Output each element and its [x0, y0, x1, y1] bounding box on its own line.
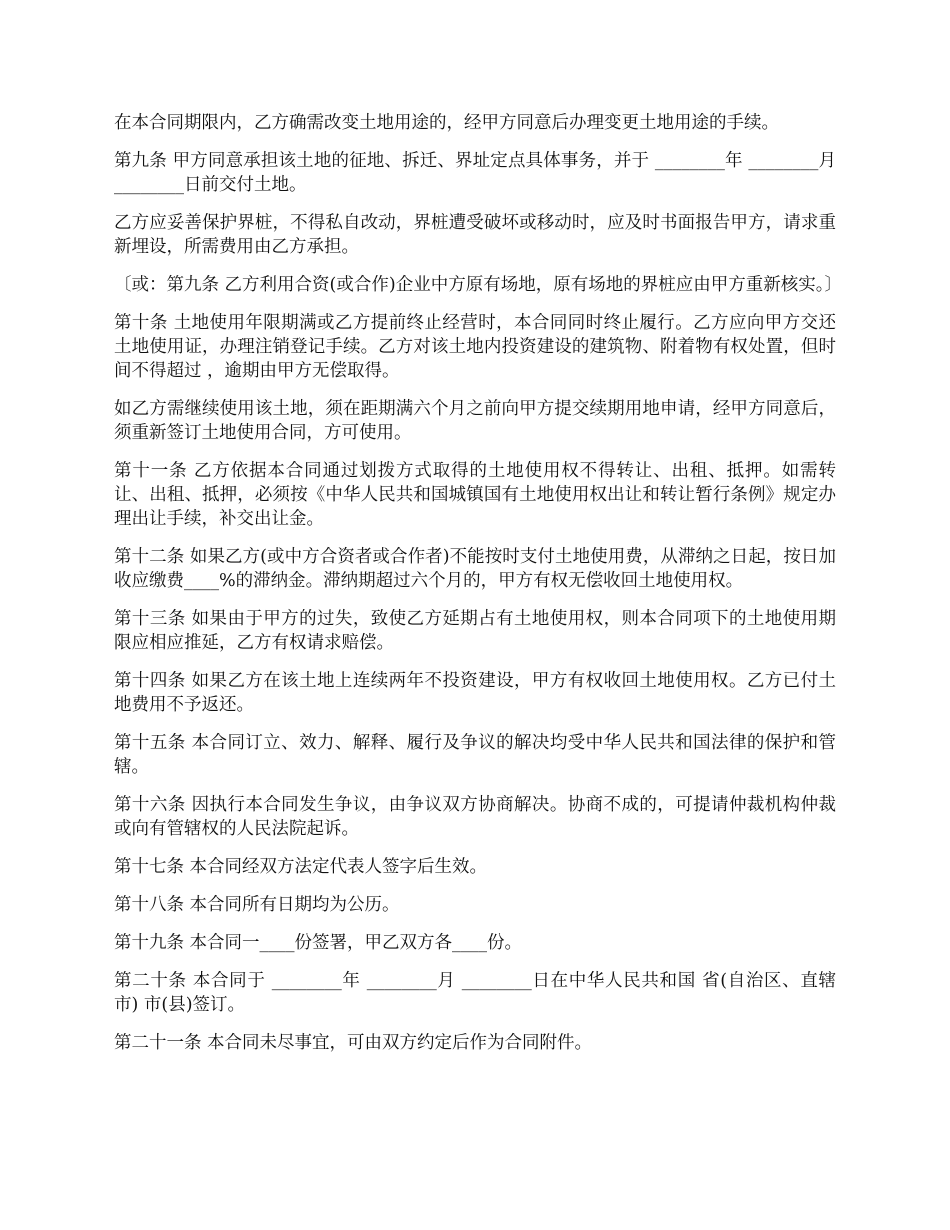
paragraph-article-18: 第十八条 本合同所有日期均为公历。	[114, 895, 400, 915]
paragraph-article-9-alternative: 〔或：第九条 乙方利用合资(或合作)企业中方原有场地，原有场地的界桩应由甲方重新核实。〕	[114, 275, 842, 295]
paragraph-boundary-markers: 乙方应妥善保护界桩，不得私自改动，界桩遭受破坏或移动时，应及时书面报告甲方，请求重新埋设，所需费用由乙方承担。	[114, 213, 836, 257]
paragraph-article-10: 第十条 土地使用年限期满或乙方提前终止经营时，本合同同时终止履行。乙方应向甲方交还土地使用证，办理注销登记手续。乙方对该土地内投资建设的建筑物、附着物有权处置，但时间不得超过 ，逾期由甲方无偿取得。	[114, 313, 836, 381]
paragraph-land-use-change: 在本合同期限内，乙方确需改变土地用途的，经甲方同意后办理变更土地用途的手续。	[114, 113, 779, 133]
paragraph-renewal: 如乙方需继续使用该土地，须在距期满六个月之前向甲方提交续期用地申请，经甲方同意后，须重新签订土地使用合同，方可使用。	[114, 399, 836, 443]
paragraph-article-9: 第九条 甲方同意承担该土地的征地、拆迁、界址定点具体事务，并于 ________年 ________月 ________日前交付土地。	[114, 151, 836, 195]
paragraph-article-21: 第二十一条 本合同未尽事宜，可由双方约定后作为合同附件。	[114, 1033, 593, 1053]
paragraph-article-14: 第十四条 如果乙方在该土地上连续两年不投资建设，甲方有权收回土地使用权。乙方已付土地费用不予返还。	[114, 671, 836, 715]
paragraph-article-11: 第十一条 乙方依据本合同通过划拨方式取得的土地使用权不得转让、出租、抵押。如需转让、出租、抵押，必须按《中华人民共和国城镇国有土地使用权出让和转让暂行条例》规定办理出让手续，补交出让金。	[114, 461, 836, 529]
paragraph-article-15: 第十五条 本合同订立、效力、解释、履行及争议的解决均受中华人民共和国法律的保护和管辖。	[114, 733, 836, 777]
document-body	[114, 111, 842, 1069]
paragraph-article-13: 第十三条 如果由于甲方的过失，致使乙方延期占有土地使用权，则本合同项下的土地使用期限应相应推延，乙方有权请求赔偿。	[114, 609, 836, 653]
paragraph-article-17: 第十七条 本合同经双方法定代表人签字后生效。	[114, 857, 488, 877]
paragraph-article-20: 第二十条 本合同于 ________年 ________月 ________日在中华人民共和国 省(自治区、直辖市) 市(县)签订。	[114, 971, 836, 1015]
paragraph-article-16: 第十六条 因执行本合同发生争议，由争议双方协商解决。协商不成的，可提请仲裁机构仲裁或向有管辖权的人民法院起诉。	[114, 795, 836, 839]
paragraph-article-12: 第十二条 如果乙方(或中方合资者或合作者)不能按时支付土地使用费，从滞纳之日起，按日加收应缴费____%的滞纳金。滞纳期超过六个月的，甲方有权无偿收回土地使用权。	[114, 547, 836, 591]
paragraph-article-19: 第十九条 本合同一____份签署，甲乙双方各____份。	[114, 933, 523, 953]
